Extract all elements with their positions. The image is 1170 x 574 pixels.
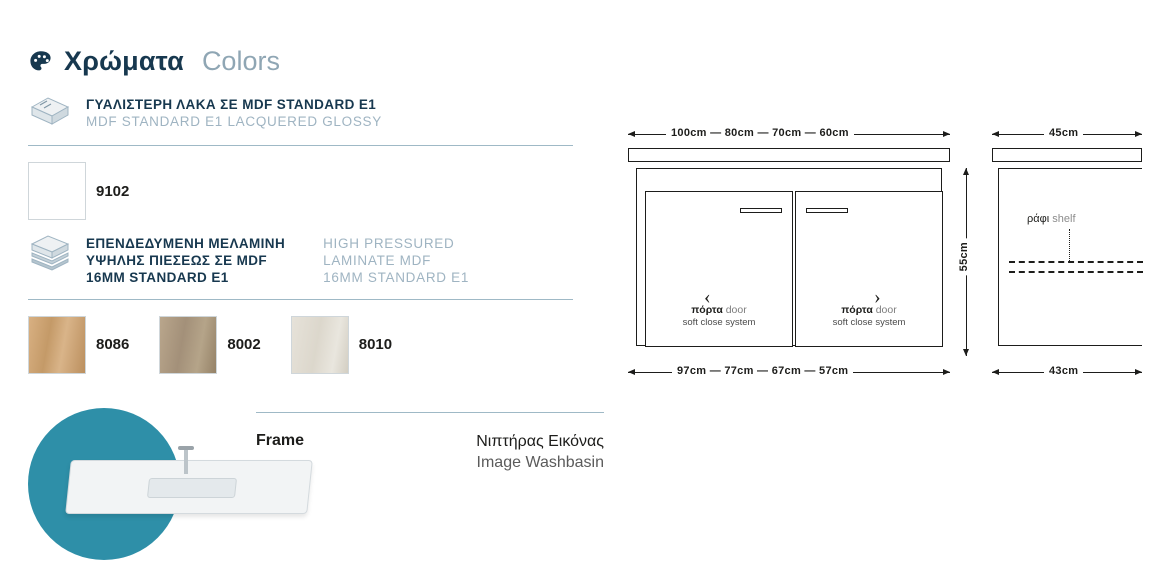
frame-washbasin-section (28, 400, 604, 560)
material-name-gr-line3: 16MM STANDARD E1 (86, 269, 229, 285)
swatch-code: 8010 (358, 336, 393, 354)
side-cabinet-outline (998, 168, 1142, 346)
swatch-code: 8086 (96, 336, 130, 354)
front-bottom-dimension-label: 97cm — 77cm — 67cm — 57cm (672, 365, 853, 377)
countertop-outline (628, 148, 950, 162)
color-swatch-8002[interactable] (159, 316, 217, 374)
door-label-en: door (875, 304, 897, 317)
technical-drawings (600, 110, 1160, 400)
door-left (645, 191, 793, 347)
shelf-leader-line (1069, 229, 1071, 261)
swatch-item[interactable] (291, 316, 422, 374)
faucet-top-icon (178, 446, 194, 450)
divider-2 (28, 299, 573, 300)
cabinet-outline (636, 168, 942, 346)
washbasin-image (68, 448, 316, 526)
shelf-line-upper (1009, 261, 1143, 263)
material-name-gr: ΓΥΑΛΙΣΤΕΡΗ ΛΑΚΑ ΣΕ MDF STANDARD E1 (86, 97, 377, 112)
shelf-line-lower (1009, 271, 1143, 273)
front-view-drawing (628, 148, 950, 356)
colors-title-en: Colors (201, 46, 280, 76)
door-label-gr: πόρτα (841, 304, 873, 317)
color-swatch-8010[interactable] (291, 316, 349, 374)
frame-label: Frame (256, 432, 305, 449)
side-countertop-outline (992, 148, 1142, 162)
door-sub-label: soft close system (832, 317, 906, 329)
material-name-en-line2: LAMINATE MDF (323, 252, 432, 268)
color-swatch-9102[interactable] (28, 162, 86, 220)
palette-icon (28, 49, 54, 75)
door-right (795, 191, 943, 347)
material-labels-laminate (86, 234, 469, 287)
material-name-en: MDF STANDARD E1 LACQUERED GLOSSY (86, 113, 382, 129)
colors-title-gr: Χρώματα (64, 46, 184, 76)
swatch-row-laminate (28, 316, 588, 374)
washbasin-label-gr: Νιπτήρας Εικόνας (476, 433, 604, 450)
material-block-lacquer (28, 95, 588, 133)
door-sub-label: soft close system (682, 317, 756, 329)
shelf-label-en: shelf (1052, 213, 1076, 225)
washbasin-label-en: Image Washbasin (476, 453, 604, 471)
basin-bowl (147, 478, 237, 498)
swatch-code: 9102 (96, 182, 130, 200)
divider-3 (256, 412, 604, 413)
material-name-gr-line1: ΕΠΕΝΔΕΔΥΜΕΝΗ ΜΕΛΑΜΙΝΗ (86, 236, 286, 251)
side-bottom-dimension-label: 43cm (1044, 365, 1083, 377)
divider-1 (28, 145, 573, 146)
door-right-caption (796, 303, 942, 330)
swatch-row-lacquer (28, 162, 588, 220)
side-top-dimension-label: 45cm (1044, 127, 1083, 139)
front-height-dimension-label: 55cm (958, 238, 970, 275)
swatch-item[interactable] (159, 316, 290, 374)
material-name-en-group (323, 236, 469, 287)
front-top-dimension-label: 100cm — 80cm — 70cm — 60cm (666, 127, 854, 139)
material-name-en-line1: HIGH PRESSURED (323, 236, 455, 251)
handle-left-icon (740, 208, 782, 213)
washbasin-label (431, 432, 604, 474)
material-name-gr-line2: ΥΨΗΛΗΣ ΠΙΕΣΕΩΣ ΣΕ MDF (86, 252, 268, 268)
colors-heading (28, 46, 588, 77)
swatch-item[interactable] (28, 316, 159, 374)
material-block-laminate (28, 234, 588, 287)
swatch-code: 8002 (227, 336, 261, 354)
shelf-label (1027, 213, 1076, 225)
material-labels-lacquer (86, 95, 382, 131)
door-open-left-icon: ‹ (704, 286, 711, 308)
laminate-sample-icon (28, 234, 72, 272)
material-name-en-line3: 16MM STANDARD E1 (323, 269, 470, 285)
handle-right-icon (806, 208, 848, 213)
side-view-drawing (992, 148, 1142, 356)
faucet-icon (184, 448, 188, 474)
lacquer-sample-icon (28, 95, 72, 133)
swatch-item[interactable] (28, 162, 159, 220)
shelf-label-gr: ράφι (1027, 213, 1050, 225)
door-left-caption (646, 303, 792, 330)
color-swatch-8086[interactable] (28, 316, 86, 374)
door-open-right-icon: › (874, 286, 881, 308)
door-label-gr: πόρτα (691, 304, 723, 317)
material-name-gr-group (86, 236, 285, 287)
colors-section (28, 46, 588, 374)
door-label-en: door (725, 304, 747, 317)
